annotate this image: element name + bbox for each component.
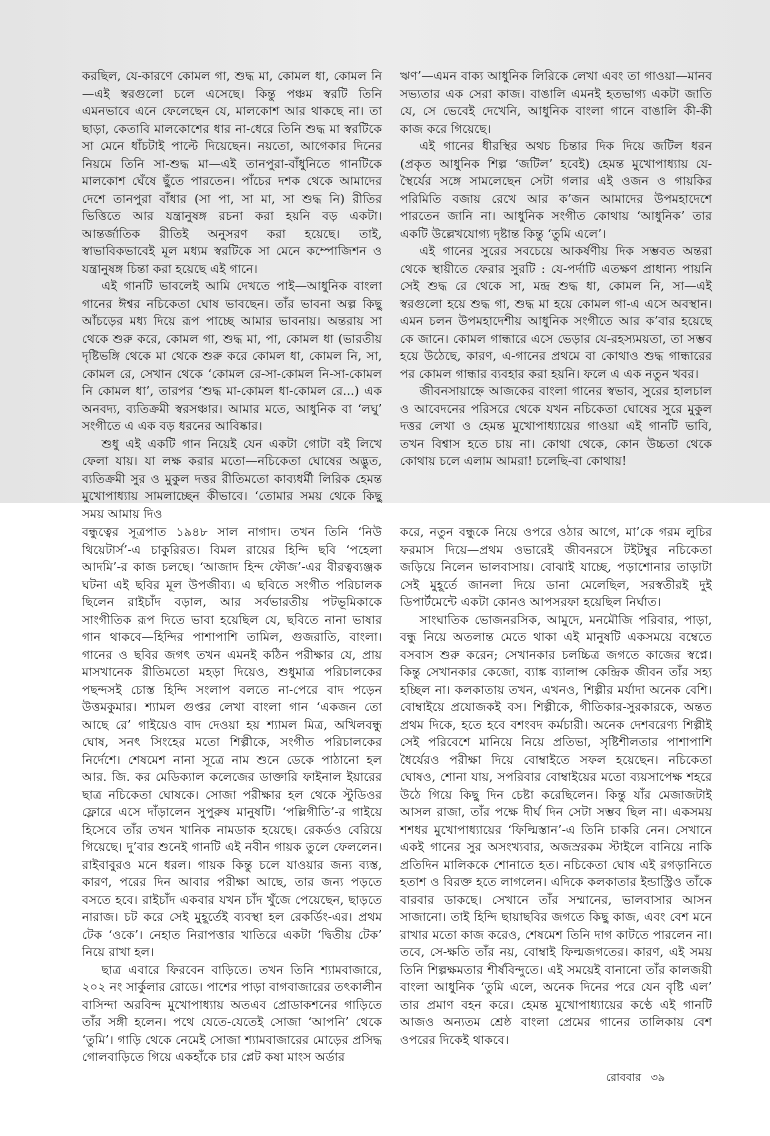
paragraph: এই গানের সুরের সবচেয়ে আকর্ষণীয় দিক সম্ভবত অন্তরা থেকে স্থায়ীতে ফেরার সুরটি : যে-পর্দাটি এতক্ষণ প্রাধান্য পায়নি সেই শুদ্ধ রে থেকে সা, মন্দ্র শুদ্ধ ধা, কোমল নি, সা—এই স্বরগুলো হয়ে শুদ্ধ গা, শুদ্ধ মা হয়ে কোমল গা-এ এসে অবস্থান। এমন চলন উপমহাদেশীয় আধুনিক সংগীতে আর ক’বার হয়েছে কে জানে। কোমল গান্ধারে এসে ভেড়ার যে-রহস্যময়তা, তা সম্ভব হয়ে উঠেছে, কারণ, এ-গানের প্রথমে বা কোথাও শুদ্ধ গান্ধারের পর কোমল গান্ধার ব্যবহার করা হয়নি। ফলে এ এক নতুন খবর।	[400, 244, 712, 381]
paragraph: জীবনসায়াহ্নে আজকের বাংলা গানের স্বভাব, সুরের হালচাল ও আবেদনের পরিসরে থেকে যখন নচিকেতা ঘোষের সুরে মুকুল দত্তর লেখা ও হেমন্ত মুখোপাধ্যায়ের গাওয়া এই গানটি ভাবি, তখন বিশ্বাস হতে চায় না। কোথা থেকে, কোন উচ্চতা থেকে কোথায় চলে এলাম আমরা! চলেছি-বা কোথায়!	[400, 384, 712, 468]
page-number: ৩৯	[650, 1071, 665, 1084]
paragraph: এই গানটি ভাবলেই আমি দেখতে পাই—আধুনিক বাংলা গানের ঈশ্বর নচিকেতা ঘোষ ভাবছেন। তাঁর ভাবনা অল্প কিছু আঁচড়ের মধ্য দিয়ে রূপ পাচ্ছে আমার ভাবনায়। অন্তরায় সা থেকে শুরু করে, কোমল গা, শুদ্ধ মা, পা, কোমল ধা (ভারতীয় দৃষ্টিভঙ্গি থেকে মা থেকে শুরু করে কোমল ধা, কোমল নি, সা, কোমল রে, সেখান থেকে ‘কোমল রে-সা-কোমল নি-সা-কোমল নি কোমল ধা’, তারপর ‘শুদ্ধ মা-কোমল ধা-কোমল রে...) এক অনবদ্য, ব্যতিক্রমী স্বরসঞ্চার। আমার মতে, আধুনিক বা ‘লঘু’ সংগীতে এ এক বড় ধরনের আবিষ্কার।	[82, 279, 382, 433]
main-right-column	[400, 524, 712, 1049]
paragraph: এই গানের ধীরস্থির অথচ চিন্তার দিক দিয়ে জটিল ধরন (প্রকৃত আধুনিক শিল্প ‘জটিল’ হবেই) হেমন্ত মুখোপাধ্যায় যে-স্থৈর্যের সঙ্গে সামলেছেন সেটা গলার এই ওজন ও গায়কির পরিমিতি বজায় রেখে আর ক’জন আমাদের উপমহাদেশে পারতেন জানি না। আধুনিক সংগীত কোথায় ‘আধুনিক’ তার একটি উল্লেখযোগ্য দৃষ্টান্ত কিন্তু ‘তুমি এলে’।	[400, 139, 712, 241]
page-footer	[600, 1069, 665, 1088]
paragraph: করছিল, যে-কারণে কোমল গা, শুদ্ধ মা, কোমল ধা, কোমল নি—এই স্বরগুলো চলে এসেছে। কিন্তু পঞ্চম স্বরটি তিনি এমনভাবে এনে ফেলেছেন যে, মালকোশ আর থাকছে না। তা ছাড়া, কেতাবি মালকোশের ধার না-ধেরে তিনি শুদ্ধ মা স্বরটিকে সা মেনে ধাঁচটাই পাল্টে দিয়েছেন। নয়তো, আগেকার দিনের নিয়মে তিনি সা-শুদ্ধ মা—এই তানপুরা-বাঁধুনিতে গানটিকে মালকোশ ঘেঁষে ছুঁতে পারতেন। পাঁচের দশক থেকে আমাদের দেশে তানপুরা বাঁধার (সা পা, সা মা, সা শুদ্ধ নি) রীতির ভিত্তিতে আর যন্ত্রানুষঙ্গ রচনা করা হয়নি বড় একটা। আন্তর্জাতিক রীতিই অনুসরণ করা হয়েছে। তাই, স্বাভাবিকভাবেই মূল মধ্যম স্বরটিকে সা মেনে কম্পোজিশন ও যন্ত্রানুষঙ্গ চিন্তা করা হয়েছে এই গানে।	[82, 69, 382, 276]
paragraph: শুধু এই একটি গান নিয়েই যেন একটা গোটা বই লিখে ফেলা যায়। যা লক্ষ করার মতো—নচিকেতা ঘোষের অদ্ভুত, ব্যতিক্রমী সুর ও মুকুল দত্তর রীতিমতো কাব্যধর্মী লিরিক হেমন্ত মুখোপাধ্যায় সামলাচ্ছেন কীভাবে। ‘তোমার সময় থেকে কিছু সময় আমায় দিও	[82, 436, 382, 521]
paragraph: ছাত্র এবারে ফিরবেন বাড়িতে। তখন তিনি শ্যামবাজারে, ২০২ নং সার্কুলার রোডে। পাশের পাড়া বাগবাজারের তৎকালীন বাসিন্দা অরবিন্দ মুখোপাধ্যায় অতএব প্রোডাকশনের গাড়িতে তাঁর সঙ্গী হলেন। পথে যেতে-যেতেই সোজা ‘আপনি’ থেকে ‘তুমি’। গাড়ি থেকে নেমেই সোজা শ্যামবাজারের মোড়ের প্রসিদ্ধ গোলবাড়িতে গিয়ে একহাঁকে চার প্লেট কষা মাংস অর্ডার	[82, 962, 382, 1064]
paragraph: করে, নতুন বন্ধুকে নিয়ে ওপরে ওঠার আগে, মা’কে গরম লুচির ফরমাস দিয়ে—প্রথম ওভারেই জীবনরসে টইটম্বুর নচিকেতা জড়িয়ে নিলেন ভালবাসায়। বোঝাই যাচ্ছে, পড়াশোনার তাড়াটা সেই মুহূর্তে জানলা দিয়ে ডানা মেলেছিল, সরস্বতীরই দুই ডিপার্টমেন্টে একটা কোনও আপসরফা হয়েছিল নির্ঘাত।	[400, 525, 712, 609]
paragraph: বন্ধুত্বের সূত্রপাত ১৯৪৮ সাল নাগাদ। তখন তিনি ‘নিউ থিয়েটার্স’-এ চাকুরিরত। বিমল রায়ের হিন্দি ছবি ‘পহেলা আদমি’-র কাজ চলছে। ‘আজাদ হিন্দ ফৌজ’-এর বীরত্বব্যঞ্জক ঘটনা এই ছবির মূল উপজীব্য। এ ছবিতে সংগীত পরিচালক ছিলেন রাইচাঁদ বড়াল, আর সর্বভারতীয় পটভূমিকাকে সাংগীতিক রূপ দিতে ভাবা হয়েছিল যে, ছবিতে নানা ভাষার গান থাকবে—হিন্দির পাশাপাশি তামিল, গুজরাতি, বাংলা। গানের ও ছবির জগৎ তখন এমনই কঠিন পরীক্ষার যে, প্রায় মাসখানেক রীতিমতো মহড়া দিয়েও, শুধুমাত্র পরিচালকের পছন্দসই চোস্ত হিন্দি সংলাপ বলতে না-পেরে বাদ পড়েন উত্তমকুমার। শ্যামল গুপ্তর লেখা বাংলা গান ‘একজন তো আছে রে’ গাইয়েও বাদ দেওয়া হয় শ্যামল মিত্র, অখিলবন্ধু ঘোষ, সনৎ সিংহের মতো শিল্পীকে, সংগীত পরিচালকের নির্দেশে। শেষমেশ নানা সূত্রে নাম শুনে ডেকে পাঠানো হল আর. জি. কর মেডিক্যাল কলেজের ডাক্তারি ফাইনাল ইয়ারের ছাত্র নচিকেতা ঘোষকে। সোজা পরীক্ষার হল থেকে স্টুডিওর ফ্লোরে এসে দাঁড়ালেন সুপুরুষ মানুষটি। ‘পল্লিগীতি’-র গাইয়ে হিসেবে তাঁর তখন খানিক নামডাক হয়েছে। রেকর্ডও বেরিয়ে গিয়েছে। দু’বার শুনেই গানটি এই নবীন গায়ক তুলে ফেললেন। রাইবাবুরও মনে ধরল। গায়ক কিন্তু চলে যাওয়ার জন্য ব্যস্ত, কারণ, পরের দিন আবার পরীক্ষা আছে, তার জন্য পড়তে বসতে হবে। রাইচাঁদ একবার যখন চাঁদ খুঁজে পেয়েছেন, ছাড়তে নারাজ। চট করে সেই মুহূর্তেই ব্যবস্থা হল রেকর্ডিং-এর। প্রথম টেক ‘ওকে’। নেহাত নিরাপত্তার খাতিরে একটা ‘দ্বিতীয় টেক’ নিয়ে রাখা হল।	[82, 525, 382, 959]
magazine-name: রোববার	[606, 1071, 642, 1084]
paragraph: সাংঘাতিক ভোজনরসিক, আমুদে, মনমৌজি পরিবার, পাড়া, বন্ধু নিয়ে অতলান্ত মেতে থাকা এই মানুষটি একসময়ে বম্বেতে বসবাস শুরু করেন; সেখানকার চলচ্চিত্র জগতে কাজের স্বপ্নে। কিন্তু সেখানকার কেজো, ব্যাঙ্ক ব্যালান্স কেন্দ্রিক জীবন তাঁর সহ্য হচ্ছিল না। কলকাতায় তখন, এখনও, শিল্পীর মর্যাদা অনেক বেশি। বোম্বাইয়ে প্রযোজকই বস। শিল্পীকে, গীতিকার-সুরকারকে, অন্তত প্রথম দিকে, হতে হবে বশংবদ কর্মচারী। অনেক দেশবরেণ্য শিল্পীই সেই পরিবেশে মানিয়ে নিয়ে প্রতিভা, সৃষ্টিশীলতার পাশাপাশি ধৈর্যেরও পরীক্ষা দিয়ে বোম্বাইতে সফল হয়েছেন। নচিকেতা ঘোষও, শোনা যায়, সপরিবার বোম্বাইয়ের মতো ব্যয়সাপেক্ষ শহরে উঠে গিয়ে কিছু দিন চেষ্টা করেছিলেন। কিন্তু যাঁর মেজাজটাই আসল রাজা, তাঁর পক্ষে দীর্ঘ দিন সেটা সম্ভব ছিল না। একসময় শশধর মুখোপাধ্যায়ের ‘ফিল্মিস্তান’-এ তিনি চাকরি নেন। সেখানে একই গানের সুর অসংখ্যবার, অজস্ররকম স্টাইলে বানিয়ে নাকি প্রতিদিন মালিককে শোনাতে হত। নচিকেতা ঘোষ এই রগড়ানিতে হতাশ ও বিরক্ত হতে লাগলেন। এদিকে কলকাতার ইন্ডাস্ট্রিও তাঁকে বারবার ডাকছে। সেখানে তাঁর সম্মানের, ভালবাসার আসন সাজানো। তাই হিন্দি ছায়াছবির জগতে কিছু কাজ, এবং বেশ মনে রাখার মতো কাজ করেও, শেষমেশ তিনি দাগ কাটতে পারলেন না। তবে, সে-ক্ষতি তাঁর নয়, বোম্বাই ফিল্মজগতের। কারণ, এই সময় তিনি শিল্পক্ষমতার শীর্ষবিন্দুতে। এই সময়েই বানানো তাঁর কালজয়ী বাংলা আধুনিক ‘তুমি এলে, অনেক দিনের পরে যেন বৃষ্টি এল’ তার প্রমাণ বহন করে। হেমন্ত মুখোপাধ্যায়ের কণ্ঠে এই গানটি আজও অন্যতম শ্রেষ্ঠ বাংলা প্রেমের গানের তালিকায় বেশ ওপরের দিকেই থাকবে।	[400, 612, 712, 1047]
paragraph: ঋণ’—এমন বাক্য আধুনিক লিরিকে লেখা এবং তা গাওয়া—মানব সভ্যতার এক সেরা কাজ। বাঙালি এমনই হতভাগ্য একটা জাতি যে, সে ভেবেই দেখেনি, আধুনিক বাংলা গানে বাঙালি কী-কী কাজ করে গিয়েছে।	[400, 69, 712, 136]
box-right-column	[400, 68, 712, 471]
main-left-column	[82, 524, 382, 1067]
box-left-column	[82, 68, 382, 523]
